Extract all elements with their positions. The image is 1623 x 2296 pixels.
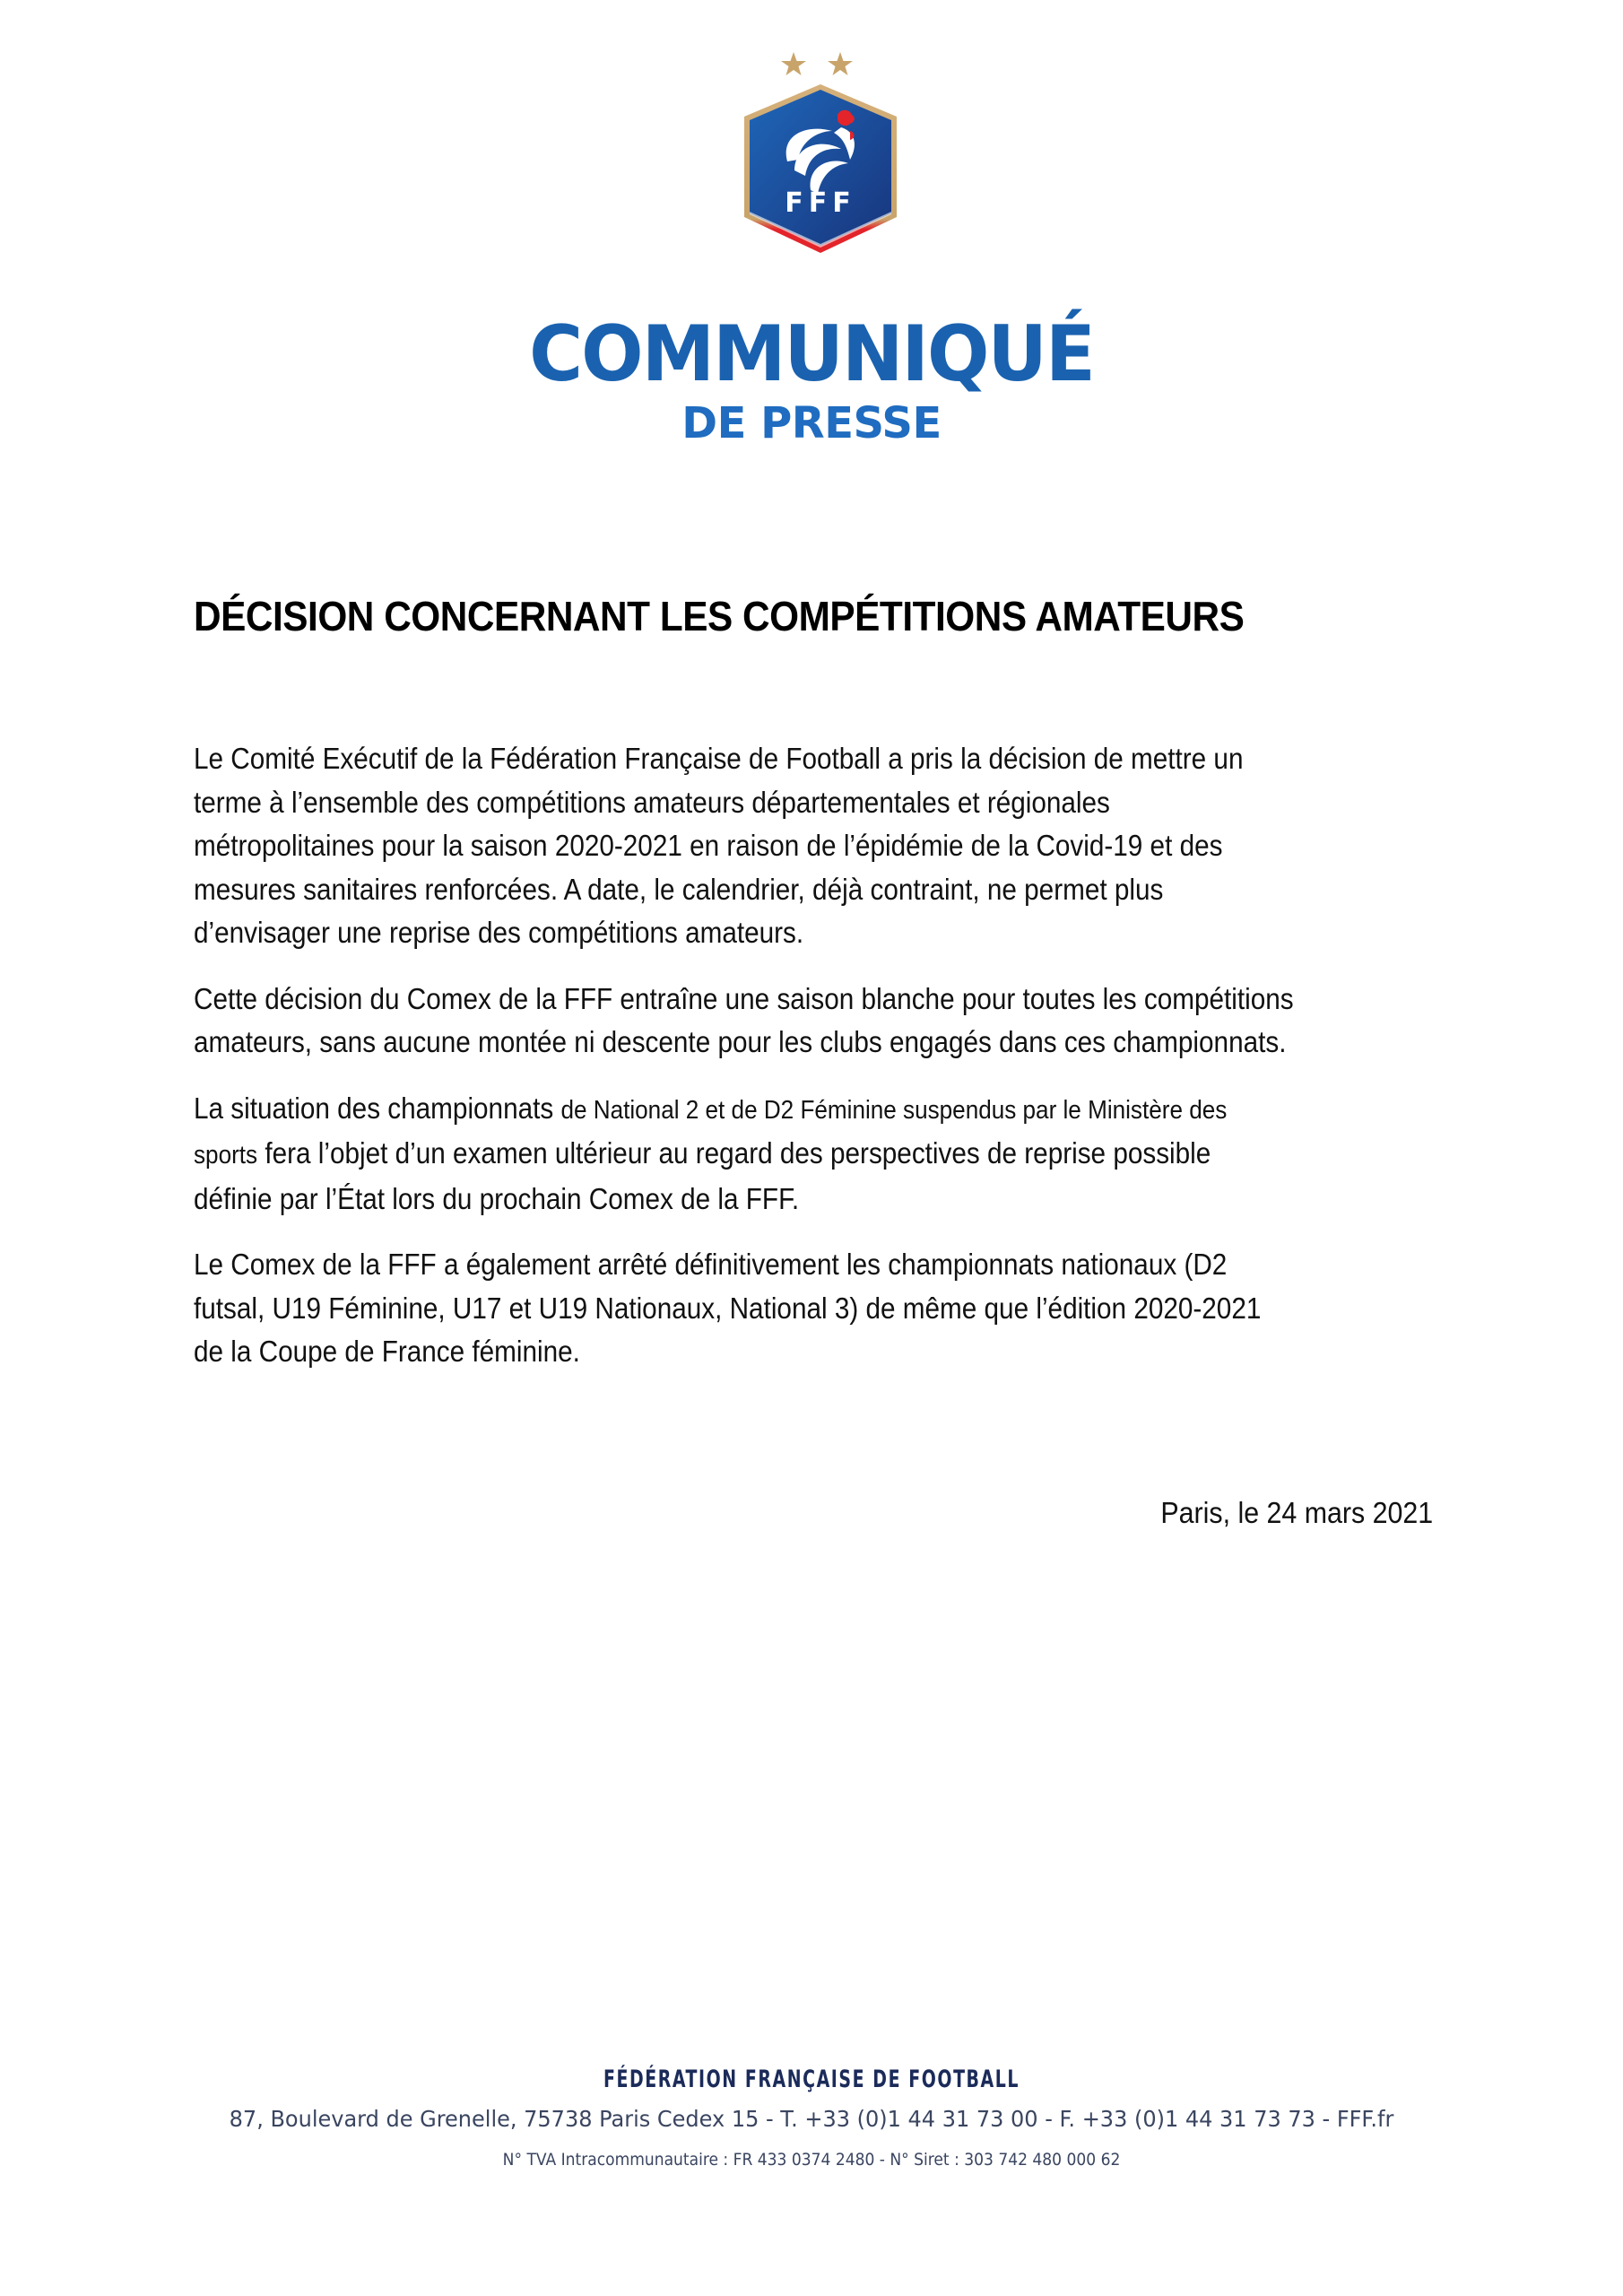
text-line: terme à l’ensemble des compétitions amateurs départementales et régionales — [194, 785, 1110, 819]
paragraph-4 — [194, 1243, 1485, 1374]
text-line: définie par l’État lors du prochain Comex de la FFF. — [194, 1181, 800, 1215]
footer-organization: FÉDÉRATION FRANÇAISE DE FOOTBALL — [603, 2066, 1020, 2093]
footer-legal: N° TVA Intracommunautaire : FR 433 0374 2480 - N° Siret : 303 742 480 000 62 — [502, 2150, 1121, 2170]
text-line: de la Coupe de France féminine. — [194, 1335, 580, 1368]
logo-text: FFF — [785, 187, 856, 219]
text-run: fera l’objet d’un examen ultérieur au regard des perspectives de reprise possible — [257, 1136, 1211, 1170]
text-run: La situation des championnats — [194, 1091, 561, 1125]
text-line — [194, 1132, 1356, 1178]
date-line: Paris, le 24 mars 2021 — [1160, 1496, 1433, 1529]
text-line: amateurs, sans aucune montée ni descente pour les clubs engagés dans ces championnats. — [194, 1025, 1287, 1058]
page-title: DÉCISION CONCERNANT LES COMPÉTITIONS AMATEURS — [194, 593, 1245, 639]
paragraph-2 — [194, 978, 1485, 1065]
text-line: mesures sanitaires renforcées. A date, le calendrier, déjà contraint, ne permet plus — [194, 872, 1164, 906]
fff-crest-icon — [735, 45, 906, 260]
text-run-small: de National 2 et de D2 Féminine suspendus par le Ministère des — [560, 1095, 1228, 1125]
text-line — [194, 1087, 1356, 1133]
star-icon — [781, 52, 806, 75]
text-run-small: sports — [194, 1141, 258, 1170]
fff-logo — [735, 45, 906, 260]
communique-title: COMMUNIQUÉ — [529, 309, 1094, 399]
text-line: métropolitaines pour la saison 2020-2021 en raison de l’épidémie de la Covid-19 et des — [194, 829, 1223, 862]
communique-subtitle: DE PRESSE — [681, 398, 942, 448]
star-icon — [828, 52, 853, 75]
text-line: futsal, U19 Féminine, U17 et U19 Nationaux, National 3) de même que l’édition 2020-2021 — [194, 1291, 1262, 1325]
press-release-body — [194, 737, 1485, 1396]
text-line: Cette décision du Comex de la FFF entraîne une saison blanche pour toutes les compétitions — [194, 981, 1294, 1015]
footer-address: 87, Boulevard de Grenelle, 75738 Paris Cedex 15 - T. +33 (0)1 44 31 73 00 - F. +33 (0)1 44 31 73 73 - FFF.fr — [229, 2106, 1394, 2132]
text-line: d’envisager une reprise des compétitions amateurs. — [194, 916, 804, 949]
text-line: Le Comex de la FFF a également arrêté définitivement les championnats nationaux (D2 — [194, 1248, 1228, 1281]
text-line: Le Comité Exécutif de la Fédération Française de Football a pris la décision de mettre un — [194, 742, 1244, 775]
paragraph-3 — [194, 1087, 1485, 1222]
paragraph-1 — [194, 737, 1485, 955]
